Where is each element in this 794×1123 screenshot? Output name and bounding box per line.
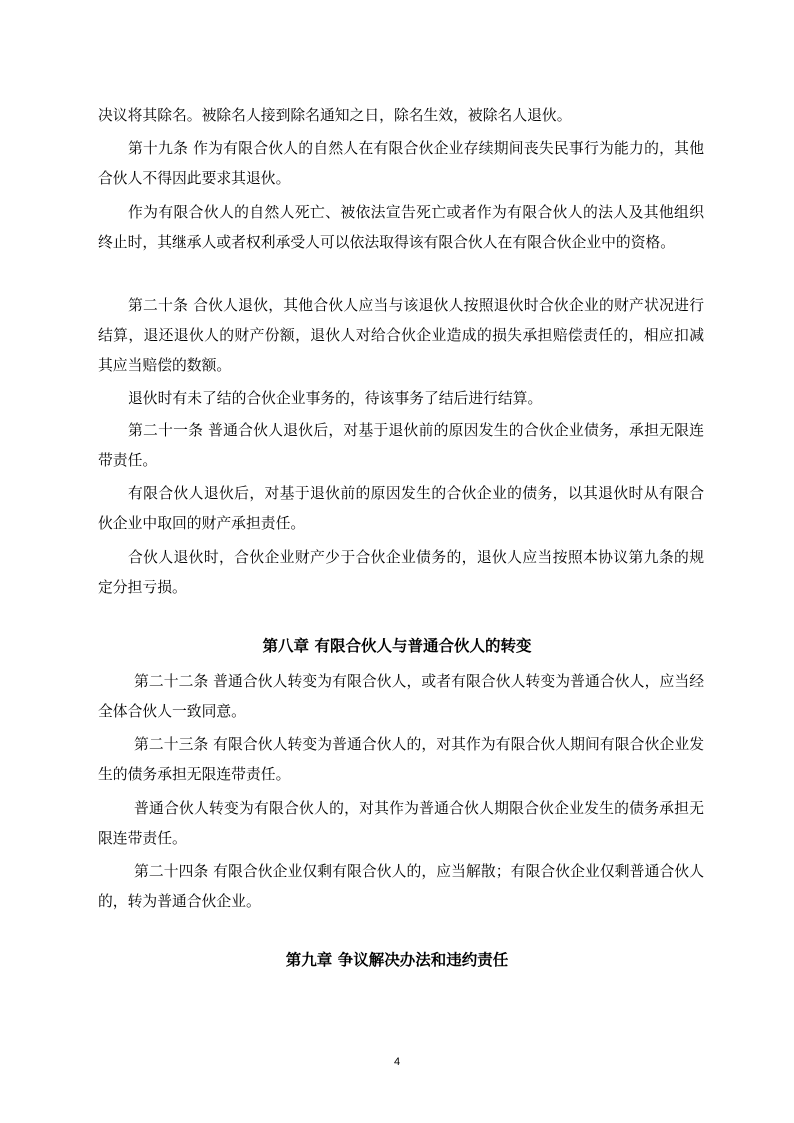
- article-21: 第二十一条 普通合伙人退伙后，对基于退伙前的原因发生的合伙企业债务，承担无限连带责任。: [98, 422, 704, 469]
- chapter-9-heading: 第九章 争议解决办法和违约责任: [285, 951, 509, 969]
- chapter-8-heading: 第八章 有限合伙人与普通合伙人的转变: [262, 637, 532, 655]
- article-24: 第二十四条 有限合伙企业仅剩有限合伙人的，应当解散；有限合伙企业仅剩普通合伙人的，转为普通合伙企业。: [98, 863, 704, 910]
- article-23-para-2: 普通合伙人转变为有限合伙人的，对其作为普通合伙人期限合伙企业发生的债务承担无限连带责任。: [98, 800, 704, 847]
- article-22: 第二十二条 普通合伙人转变为有限合伙人，或者有限合伙人转变为普通合伙人，应当经全体合伙人一致同意。: [98, 673, 704, 720]
- page-number: 4: [393, 1056, 401, 1068]
- article-19: 第十九条 作为有限合伙人的自然人在有限合伙企业存续期间丧失民事行为能力的，其他合伙人不得因此要求其退伙。: [98, 140, 704, 187]
- article-19-para-2: 作为有限合伙人的自然人死亡、被依法宣告死亡或者作为有限合伙人的法人及其他组织终止时，其继承人或者权利承受人可以依法取得该有限合伙人在有限合伙企业中的资格。: [98, 204, 704, 251]
- article-20-para-2: 退伙时有未了结的合伙企业事务的，待该事务了结后进行结算。: [128, 390, 543, 407]
- article-21-para-3: 合伙人退伙时，合伙企业财产少于合伙企业债务的，退伙人应当按照本协议第九条的规定分担亏损。: [98, 549, 704, 596]
- paragraph-continuation: 决议将其除名。被除名人接到除名通知之日，除名生效，被除名人退伙。: [98, 107, 572, 124]
- article-20: 第二十条 合伙人退伙，其他合伙人应当与该退伙人按照退伙时合伙企业的财产状况进行结算，退还退伙人的财产份额，退伙人对给合伙企业造成的损失承担赔偿责任的，相应扣减其应当赔偿的数额。: [98, 297, 704, 374]
- article-21-para-2: 有限合伙人退伙后，对基于退伙前的原因发生的合伙企业的债务，以其退伙时从有限合伙企业中取回的财产承担责任。: [98, 485, 704, 532]
- article-23: 第二十三条 有限合伙人转变为普通合伙人的，对其作为有限合伙人期间有限合伙企业发生的债务承担无限连带责任。: [98, 736, 704, 783]
